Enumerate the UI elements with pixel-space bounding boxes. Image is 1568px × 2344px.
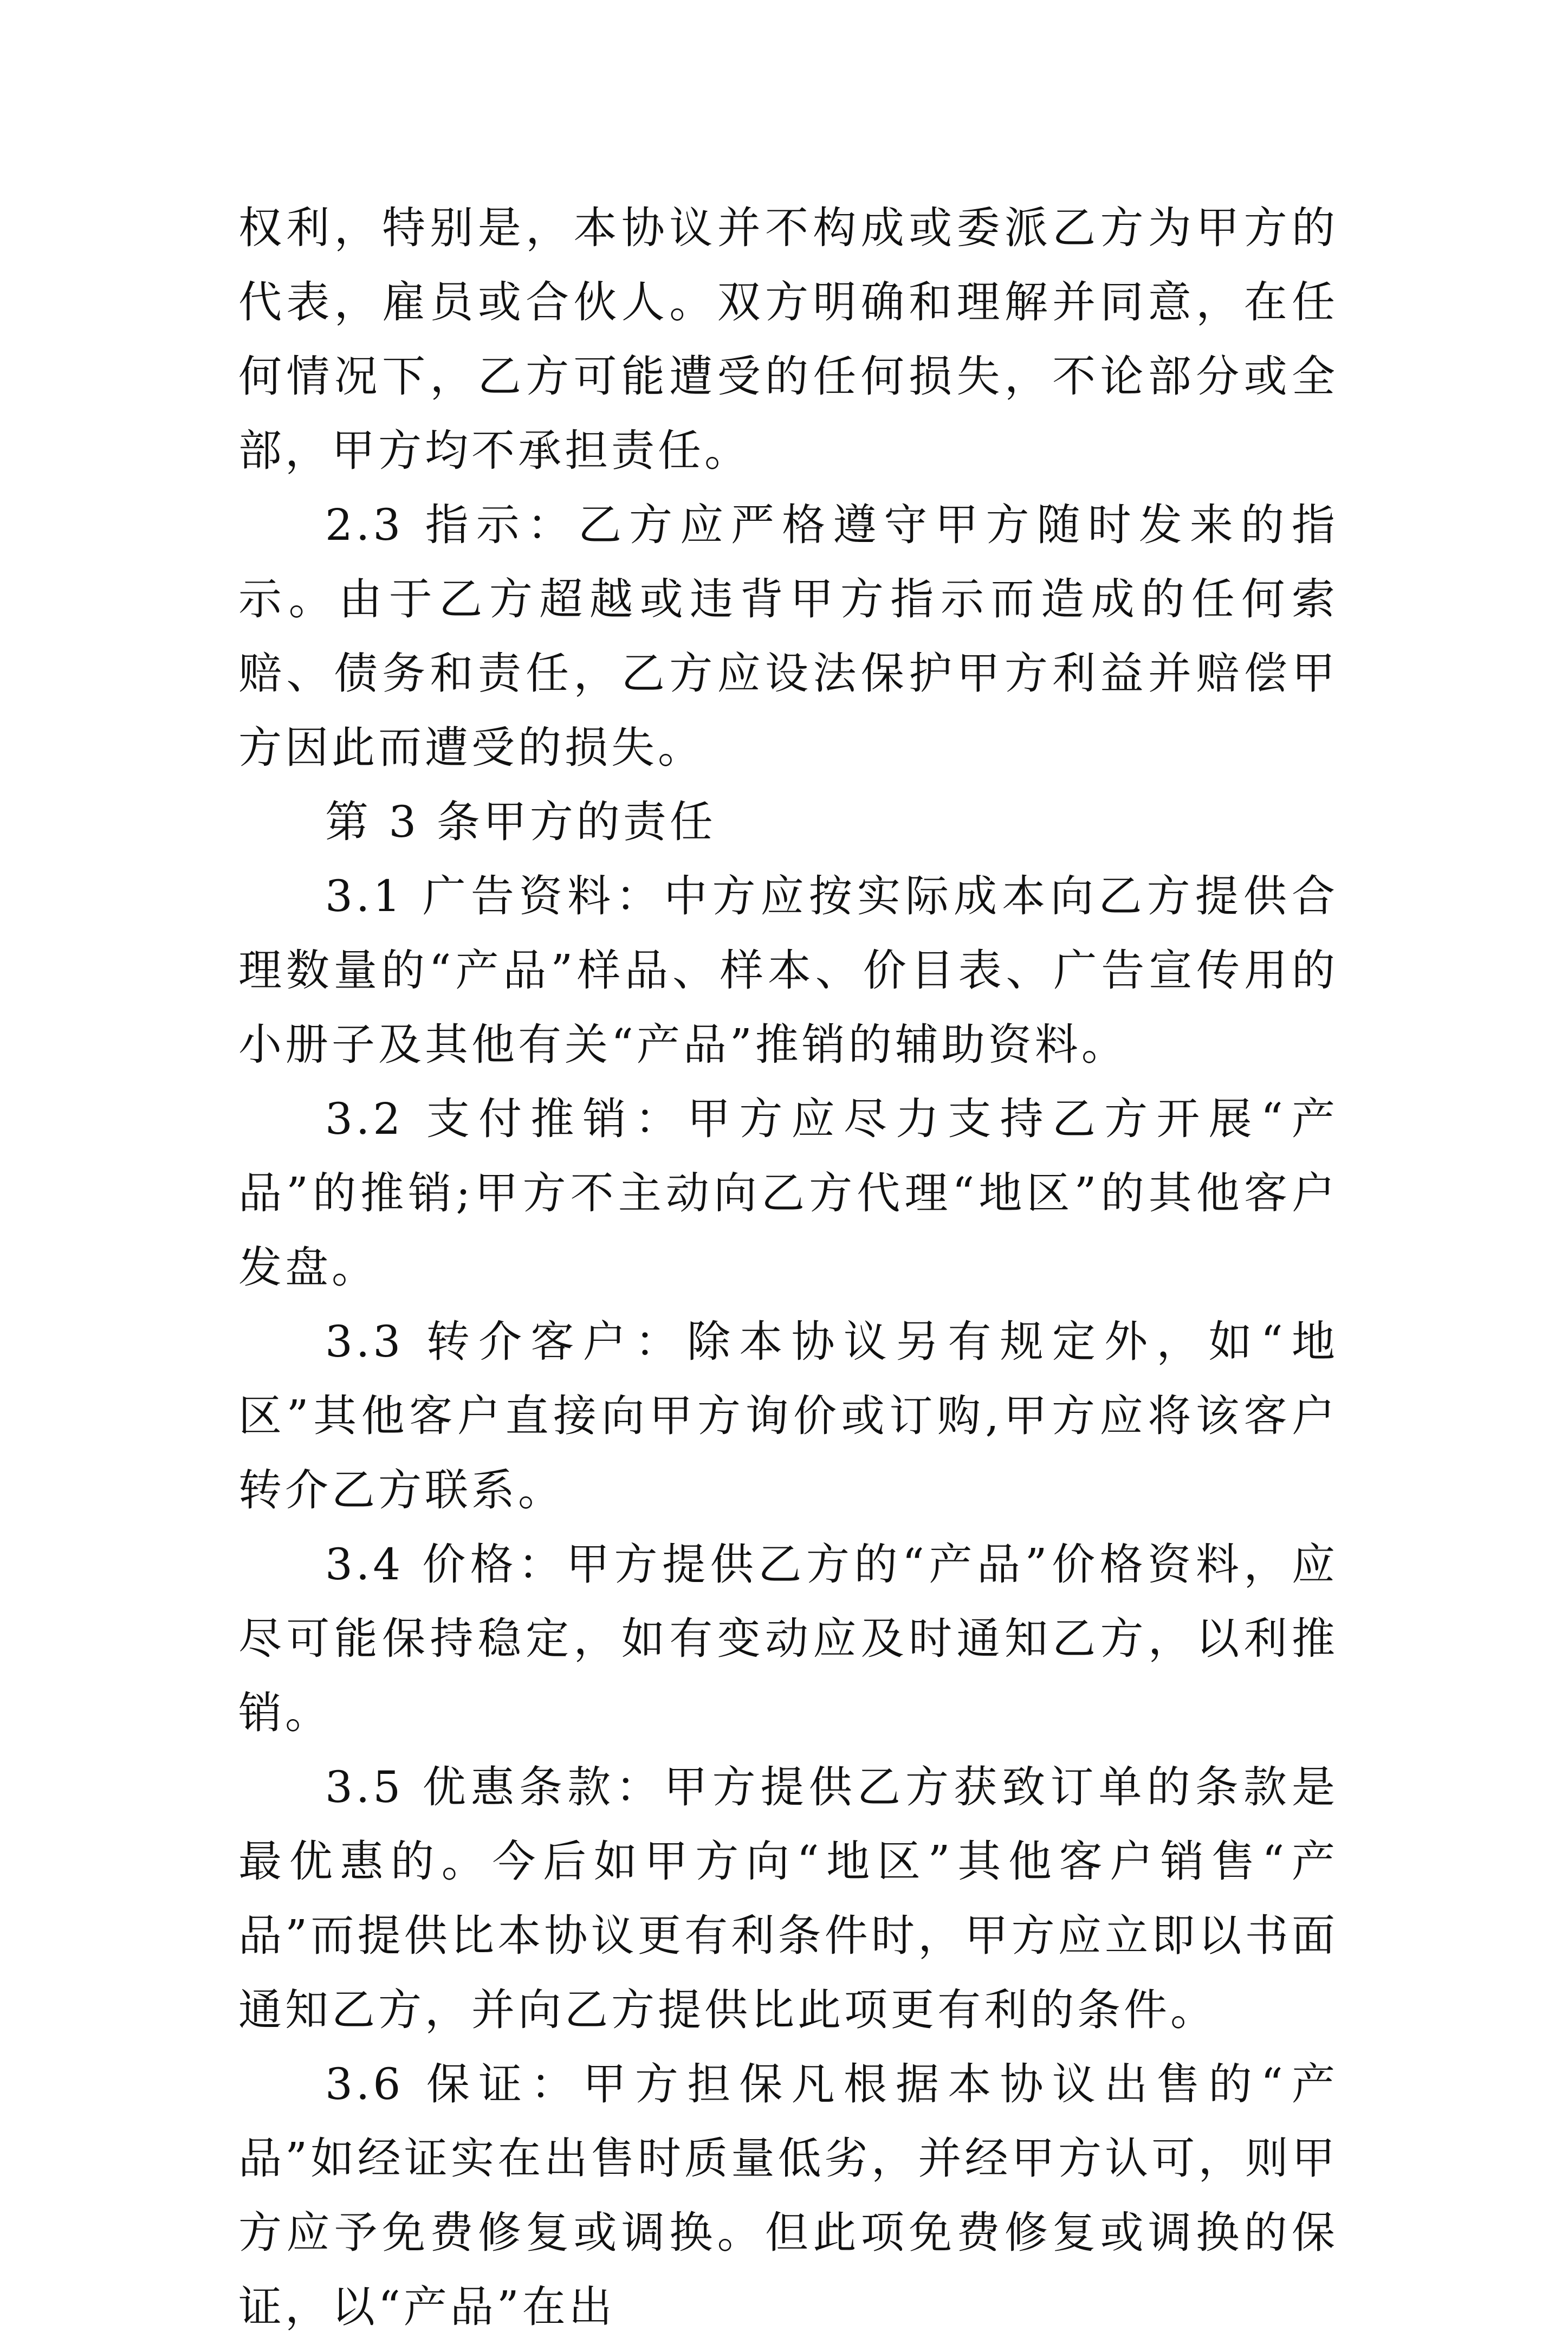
paragraph-3-3-customer-referral: 3.3 转介客户：除本协议另有规定外，如“地区”其他客户直接向甲方询价或订购,甲方应将该客户转介乙方联系。 bbox=[238, 1316, 1338, 1515]
paragraph-3-4-price: 3.4 价格：甲方提供乙方的“产品”价格资料，应尽可能保持稳定，如有变动应及时通知乙方，以利推销。 bbox=[238, 1539, 1338, 1738]
paragraph-3-6-guarantee: 3.6 保证：甲方担保凡根据本协议出售的“产品”如经证实在出售时质量低劣，并经甲方认可，则甲方应予免费修复或调换。但此项免费修复或调换的保证，以“产品”在出 bbox=[238, 2059, 1338, 2332]
paragraph-3-5-preferential-terms: 3.5 优惠条款：甲方提供乙方获致订单的条款是最优惠的。今后如甲方向“地区”其他客户销售“产品”而提供比本协议更有利条件时，甲方应立即以书面通知乙方，并向乙方提供比此项更有利的条件。 bbox=[238, 1762, 1338, 2035]
paragraph-continuation-rights: 权利，特别是，本协议并不构成或委派乙方为甲方的代表，雇员或合伙人。双方明确和理解并同意，在任何情况下，乙方可能遭受的任何损失，不论部分或全部，甲方均不承担责任。 bbox=[238, 203, 1338, 476]
paragraph-3-2-sales-support: 3.2 支付推销：甲方应尽力支持乙方开展“产品”的推销;甲方不主动向乙方代理“地区”的其他客户发盘。 bbox=[238, 1094, 1338, 1293]
section-heading-article-3: 第 3 条甲方的责任 bbox=[325, 797, 716, 847]
paragraph-2-3-instructions: 2.3 指示：乙方应严格遵守甲方随时发来的指示。由于乙方超越或违背甲方指示而造成的任何索赔、债务和责任，乙方应设法保护甲方利益并赔偿甲方因此而遭受的损失。 bbox=[238, 500, 1338, 773]
document-body bbox=[238, 191, 1338, 2344]
paragraph-3-1-advertising-materials: 3.1 广告资料：中方应按实际成本向乙方提供合理数量的“产品”样品、样本、价目表、广告宣传用的小册子及其他有关“产品”推销的辅助资料。 bbox=[238, 871, 1338, 1070]
